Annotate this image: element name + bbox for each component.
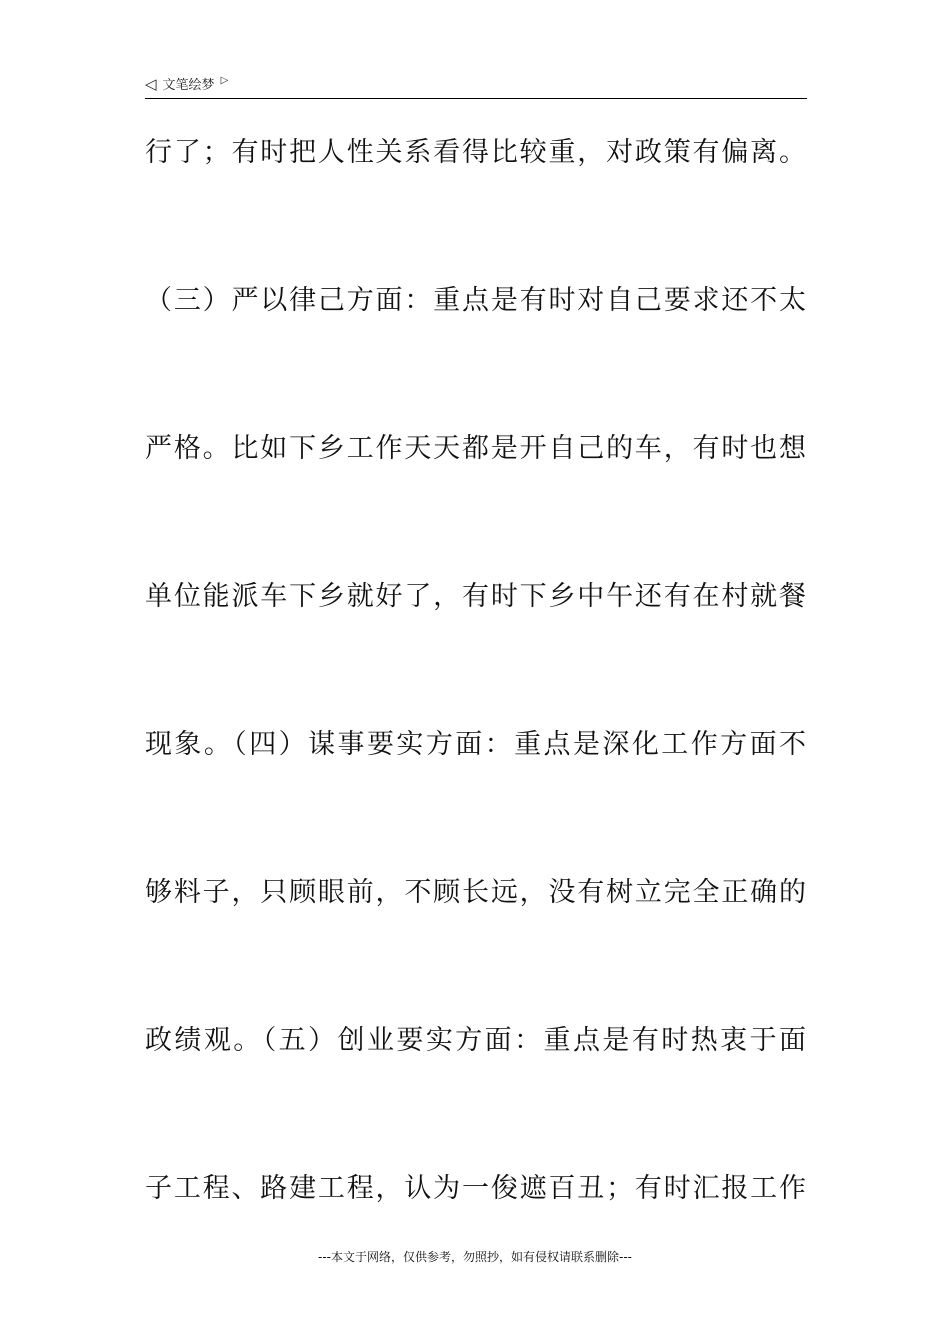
- triangle-left-icon: ◁: [145, 74, 157, 93]
- header-brand: [145, 74, 228, 93]
- body-line-5: 现象。（四）谋事要实方面：重点是深化工作方面不: [145, 729, 807, 760]
- footer-notice: ---本文于网络，仅供参考，勿照抄，如有侵权请联系删除---: [318, 1250, 632, 1264]
- body-line-4: 单位能派车下乡就好了，有时下乡中午还有在村就餐: [145, 581, 807, 612]
- body-line-3: 严格。比如下乡工作天天都是开自己的车，有时也想: [145, 433, 807, 464]
- body-line-7: 政绩观。（五）创业要实方面：重点是有时热衷于面: [145, 1025, 807, 1056]
- body-line-1: 行了；有时把人性关系看得比较重，对政策有偏离。: [145, 137, 807, 168]
- body-line-6: 够料子，只顾眼前，不顾长远，没有树立完全正确的: [145, 877, 807, 908]
- page-header: [145, 74, 807, 99]
- triangle-right-icon: ▷: [220, 75, 229, 86]
- body-line-8: 子工程、路建工程，认为一俊遮百丑；有时汇报工作: [145, 1173, 807, 1204]
- header-title: 文笔绘梦: [162, 78, 215, 93]
- body-line-2: （三）严以律己方面：重点是有时对自己要求还不太: [145, 285, 807, 316]
